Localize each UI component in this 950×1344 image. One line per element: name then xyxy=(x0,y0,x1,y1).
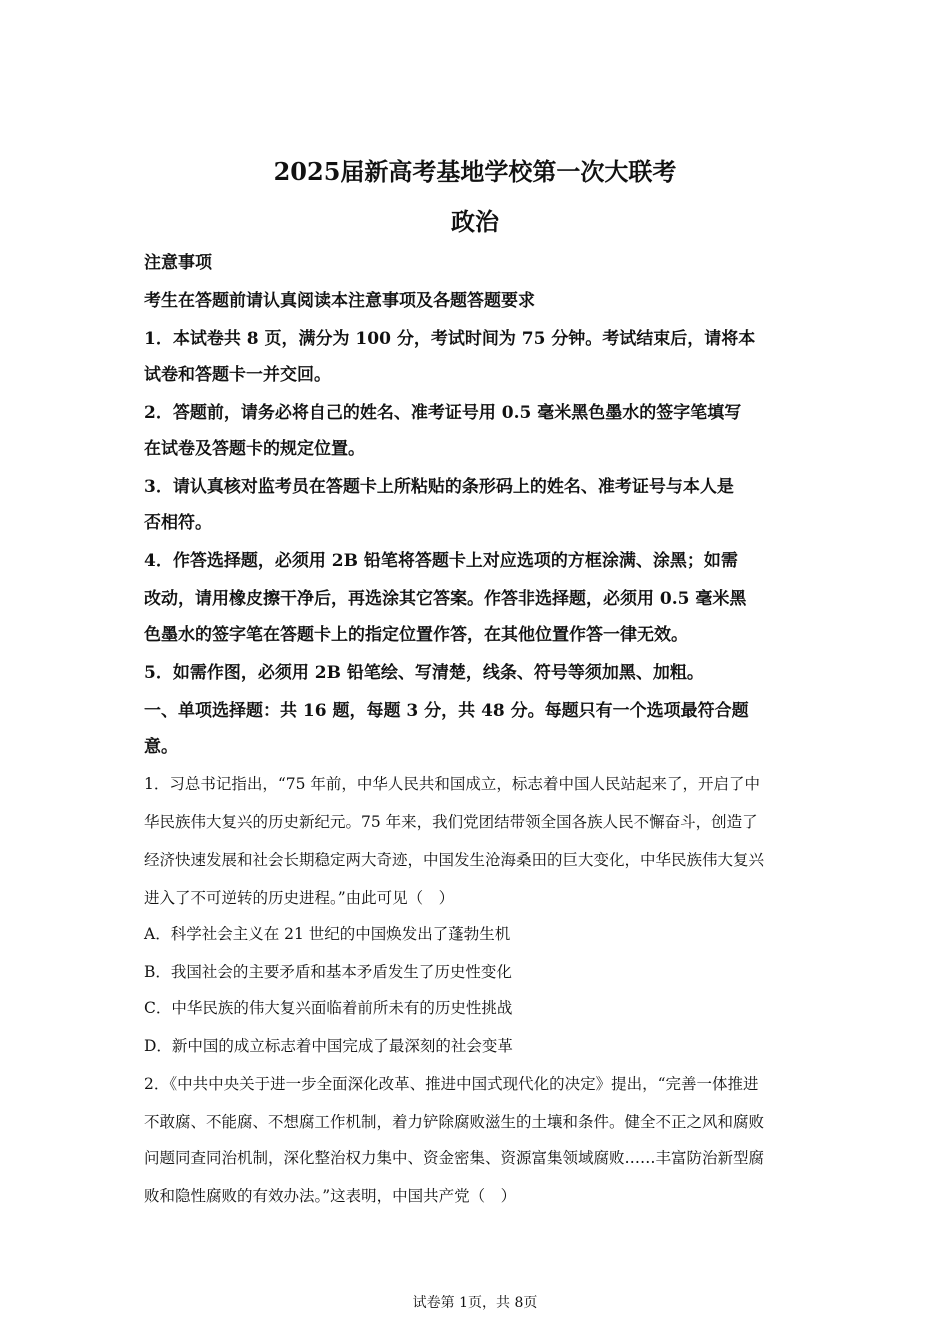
notice-item-4-line-2: 改动，请用橡皮擦干净后，再选涂其它答案。作答非选择题，必须用 0.5 毫米黑 xyxy=(144,589,747,609)
question-1-stem-line-1: 1．习总书记指出，“75 年前，中华人民共和国成立，标志着中国人民站起来了，开启了中 xyxy=(144,775,760,793)
question-1-option-a: A．科学社会主义在 21 世纪的中国焕发出了蓬勃生机 xyxy=(144,925,511,943)
notice-item-1-line-1: 1．本试卷共 8 页，满分为 100 分，考试时间为 75 分钟。考试结束后，请将本 xyxy=(144,329,756,349)
exam-title: 2025届新高考基地学校第一次大联考 xyxy=(273,157,677,186)
notice-heading: 注意事项 xyxy=(144,253,212,273)
question-2-stem-line-1: 2．《中共中央关于进一步全面深化改革、推进中国式现代化的决定》提出，“完善一体推进 xyxy=(144,1075,759,1093)
question-1-option-c: C．中华民族的伟大复兴面临着前所未有的历史性挑战 xyxy=(144,999,513,1017)
exam-subject: 政治 xyxy=(451,207,499,236)
question-1-option-b: B．我国社会的主要矛盾和基本矛盾发生了历史性变化 xyxy=(144,963,512,981)
notice-item-4-line-1: 4．作答选择题，必须用 2B 铅笔将答题卡上对应选项的方框涂满、涂黑；如需 xyxy=(144,551,738,571)
section-heading-line-1: 一、单项选择题：共 16 题，每题 3 分，共 48 分。每题只有一个选项最符合题 xyxy=(144,701,749,721)
notice-item-4-line-3: 色墨水的签字笔在答题卡上的指定位置作答，在其他位置作答一律无效。 xyxy=(144,625,688,645)
notice-item-3-line-1: 3．请认真核对监考员在答题卡上所粘贴的条形码上的姓名、准考证号与本人是 xyxy=(144,477,734,497)
notice-item-2-line-2: 在试卷及答题卡的规定位置。 xyxy=(144,439,365,459)
question-1-stem-line-4: 进入了不可逆转的历史进程。”由此可见（ ） xyxy=(144,889,455,907)
question-1-stem-line-3: 经济快速发展和社会长期稳定两大奇迹，中国发生沧海桑田的巨大变化，中华民族伟大复兴 xyxy=(144,851,765,869)
notice-item-5-line-1: 5．如需作图，必须用 2B 铅笔绘、写清楚，线条、符号等须加黑、加粗。 xyxy=(144,663,704,683)
notice-intro: 考生在答题前请认真阅读本注意事项及各题答题要求 xyxy=(144,291,535,311)
question-1-stem-line-2: 华民族伟大复兴的历史新纪元。75 年来，我们党团结带领全国各族人民不懈奋斗，创造了 xyxy=(144,813,758,831)
question-2-stem-line-4: 败和隐性腐败的有效办法。”这表明，中国共产党（ ） xyxy=(144,1187,517,1205)
question-2-stem-line-2: 不敢腐、不能腐、不想腐工作机制，着力铲除腐败滋生的土壤和条件。健全不正之风和腐败 xyxy=(144,1113,765,1131)
notice-item-2-line-1: 2．答题前，请务必将自己的姓名、准考证号用 0.5 毫米黑色墨水的签字笔填写 xyxy=(144,403,742,423)
notice-item-1-line-2: 试卷和答题卡一并交回。 xyxy=(144,365,331,385)
page-footer: 试卷第 1页，共 8页 xyxy=(412,1295,538,1311)
question-1-option-d: D．新中国的成立标志着中国完成了最深刻的社会变革 xyxy=(144,1037,513,1055)
notice-item-3-line-2: 否相符。 xyxy=(144,513,212,533)
section-heading-line-2: 意。 xyxy=(144,737,178,757)
question-2-stem-line-3: 问题同查同治机制，深化整治权力集中、资金密集、资源富集领域腐败……丰富防治新型腐 xyxy=(144,1149,765,1167)
